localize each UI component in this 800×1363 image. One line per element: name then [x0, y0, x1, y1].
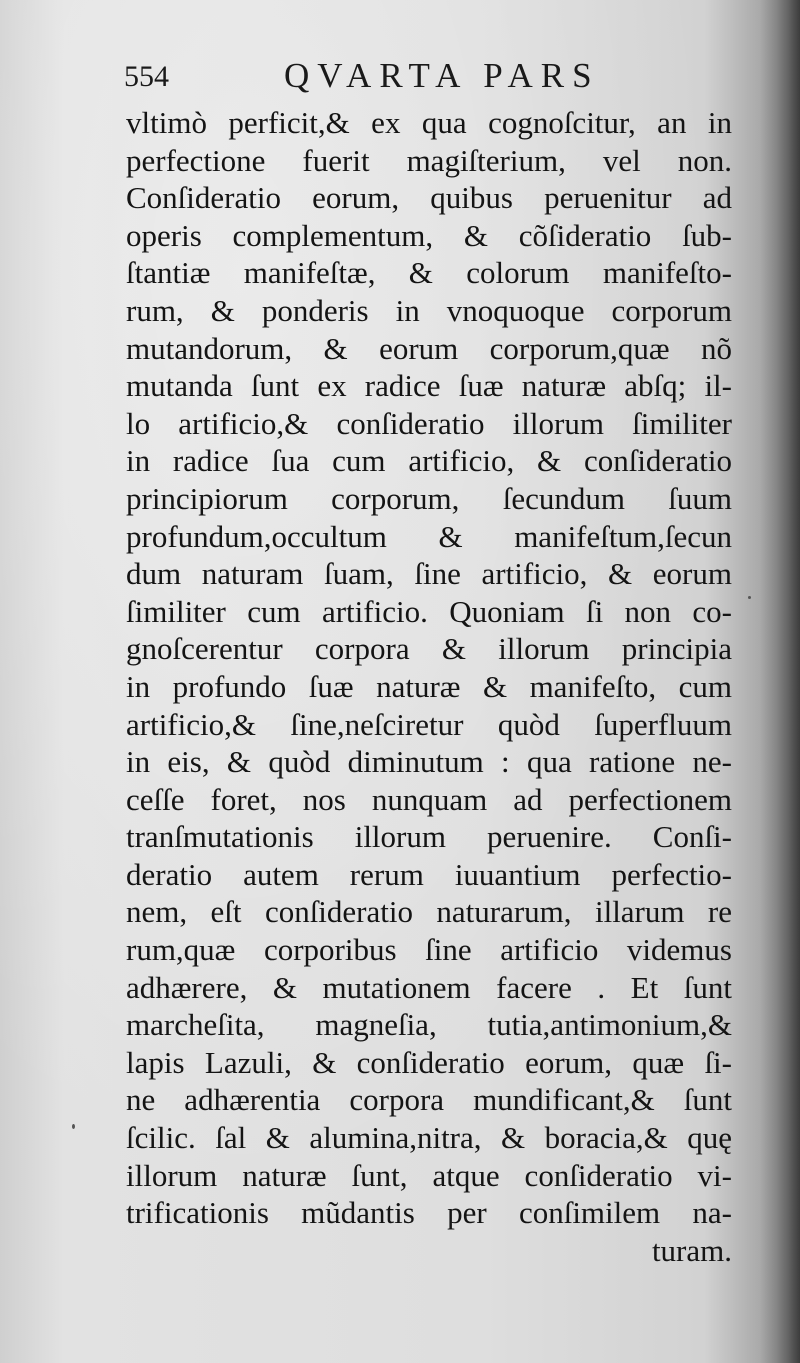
text-line: lapis Lazuli, & conſideratio eorum, quæ ſi- [126, 1044, 732, 1080]
text-line: vltimò perficit,& ex qua cognoſcitur, an in [126, 105, 732, 140]
text-line: in radice ſua cum artificio, & conſideratio [126, 443, 732, 479]
text-line: in eis, & quòd diminutum : qua ratione ne- [126, 744, 732, 780]
text-line: ſcilic. ſal & alumina,nitra, & boracia,& quę [126, 1120, 732, 1156]
text-line: in profundo ſuæ naturæ & manifeſto, cum [126, 668, 732, 704]
text-line: rum, & ponderis in vnoquoque corporum [126, 292, 732, 328]
text-line: illorum naturæ ſunt, atque conſideratio vi- [126, 1157, 732, 1193]
text-line: ne adhærentia corpora mundificant,& ſunt [126, 1082, 732, 1118]
text-line: mutanda ſunt ex radice ſuæ naturæ abſq; il- [126, 368, 732, 404]
text-line: lo artificio,& conſideratio illorum ſimiliter [126, 405, 732, 441]
text-line: rum,quæ corporibus ſine artificio videmus [126, 932, 732, 968]
text-line: dum naturam ſuam, ſine artificio, & eorum [126, 556, 732, 592]
text-line: trificationis mũdantis per conſimilem na- [126, 1195, 732, 1231]
text-line: gnoſcerentur corpora & illorum principia [126, 631, 732, 667]
text-line: artificio,& ſine,neſciretur quòd ſuperfluum [126, 706, 732, 742]
text-line: operis complementum, & cõſideratio ſub- [126, 217, 732, 253]
page-edge-shadow [760, 0, 800, 1363]
text-line: mutandorum, & eorum corporum,quæ nõ [126, 330, 732, 366]
page-number: 554 [124, 60, 169, 93]
text-line: nem, eſt conſideratio naturarum, illarum re [126, 894, 732, 930]
text-line: marcheſita, magneſia, tutia,antimonium,& [126, 1007, 732, 1043]
text-line: principiorum corporum, ſecundum ſuum [126, 480, 732, 516]
running-head: QVARTA PARS [284, 56, 600, 95]
text-line: perfectione fuerit magiſterium, vel non. [126, 142, 732, 178]
text-line: ſtantiæ manifeſtæ, & colorum manifeſto- [126, 255, 732, 291]
text-line: profundum,occultum & manifeſtum,ſecun [126, 518, 732, 554]
paper-speck [72, 1124, 75, 1129]
paper-speck [748, 596, 751, 599]
page-header [124, 52, 644, 102]
text-line: Conſideratio eorum, quibus peruenitur ad [126, 180, 732, 216]
text-line: tranſmutationis illorum peruenire. Conſi- [126, 819, 732, 855]
text-line: adhærere, & mutationem facere . Et ſunt [126, 969, 732, 1005]
text-line-last: turam. [651, 1232, 732, 1268]
body-text [126, 104, 732, 1269]
text-line: ceſſe foret, nos nunquam ad perfectionem [126, 781, 732, 817]
text-line: ſimiliter cum artificio. Quoniam ſi non co- [126, 593, 732, 629]
text-line: deratio autem rerum iuuantium perfectio- [126, 856, 732, 892]
